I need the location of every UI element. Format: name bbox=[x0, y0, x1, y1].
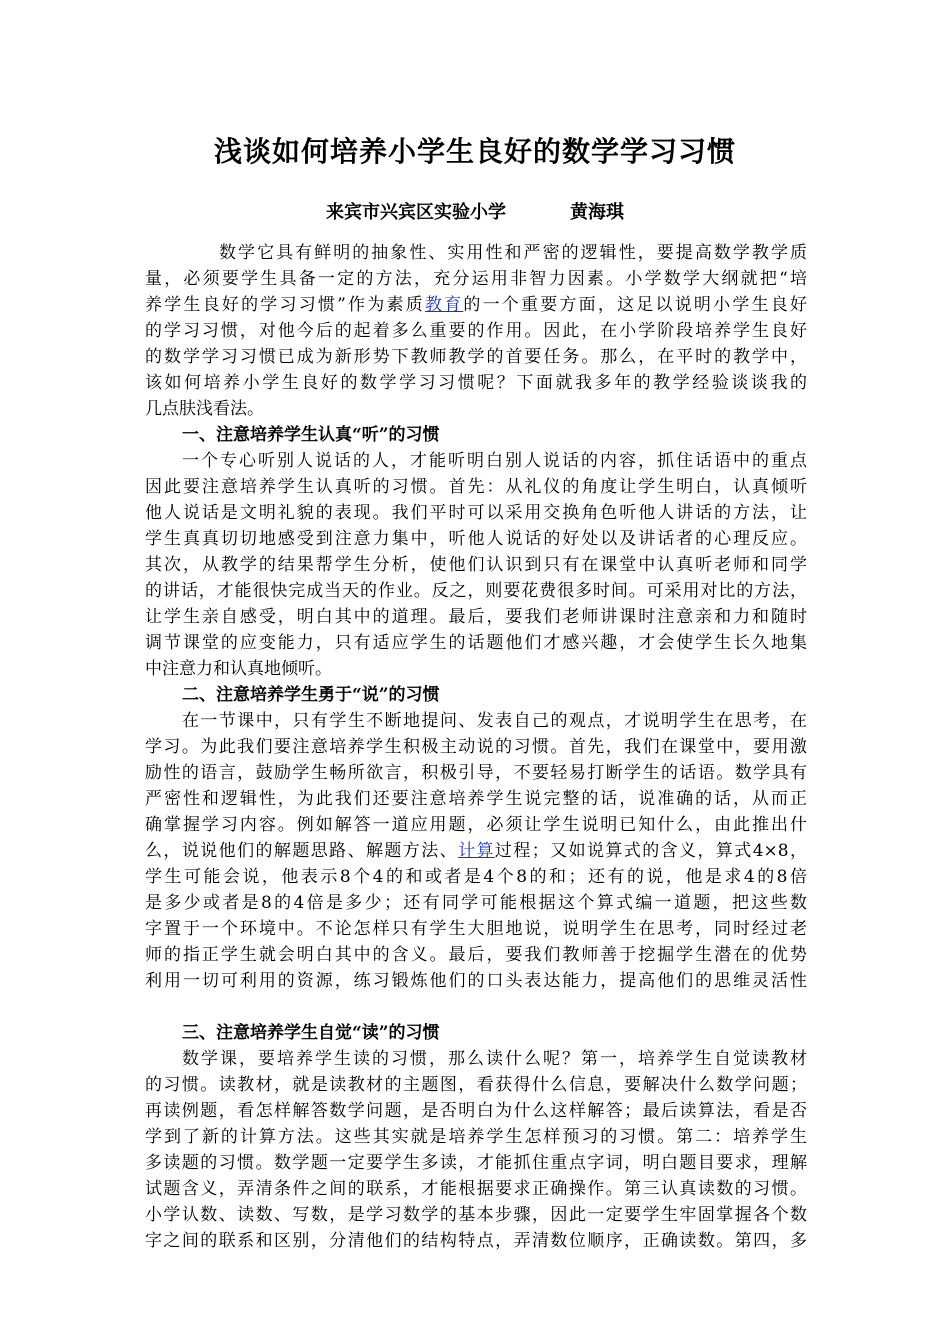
section-line: 让学生亲自感受，明白其中的道理。最后，要我们老师讲课时注意亲和力和随时 bbox=[145, 607, 807, 627]
section-line: 中注意力和认真地倾听。 bbox=[145, 659, 332, 679]
education-link[interactable]: 教育 bbox=[424, 295, 464, 315]
section-line: 师的指正学生就会明白其中的含义。最后，要我们教师善于挖掘学生潜在的优势 bbox=[145, 945, 807, 965]
section-line: 励性的语言，鼓励学生畅所欲言，积极引导，不要轻易打断学生的话语。数学具有 bbox=[145, 763, 807, 783]
section-heading: 二、注意培养学生勇于“说”的习惯 bbox=[182, 685, 440, 705]
section-line: 试题含义，弄清条件之间的联系，才能根据要求正确操作。第三认真读数的习惯。 bbox=[145, 1179, 807, 1199]
section-heading: 三、注意培养学生自觉“读”的习惯 bbox=[182, 1023, 440, 1043]
section-line: 学习。为此我们要注意培养学生积极主动说的习惯。首先，我们在课堂中，要用激 bbox=[145, 737, 807, 757]
section-line: 的讲话，才能很快完成当天的作业。反之，则要花费很多时间。可采用对比的方法， bbox=[145, 581, 807, 601]
section-heading: 一、注意培养学生认真“听”的习惯 bbox=[182, 425, 440, 445]
section-line: 严密性和逻辑性，为此我们还要注意培养学生说完整的话，说准确的话，从而正 bbox=[145, 789, 807, 809]
section-text: 么，说说他们的解题思路、解题方法、 bbox=[145, 841, 459, 861]
author-name: 黄海琪 bbox=[570, 202, 624, 223]
section-line: 数学课，要培养学生读的习惯，那么读什么呢？第一，培养学生自觉读教材 bbox=[182, 1049, 807, 1069]
calculation-link[interactable]: 计算 bbox=[458, 841, 495, 861]
intro-line: 该如何培养小学生良好的数学学习习惯呢？下面就我多年的教学经验谈谈我的 bbox=[145, 373, 807, 393]
section-line: 是多少或者是8的4倍是多少；还有同学可能根据这个算式编一道题，把这些数 bbox=[145, 893, 807, 913]
section-line: 学生可能会说，他表示8个4的和或者是4个8的和；还有的说，他是求4的8倍 bbox=[145, 867, 807, 887]
section-line: 多读题的习惯。数学题一定要学生多读，才能抓住重点字词，明白题目要求，理解 bbox=[145, 1153, 807, 1173]
section-line: 学生真真切切地感受到注意力集中，听他人说话的好处以及讲话者的心理反应。 bbox=[145, 529, 807, 549]
intro-line: 数学它具有鲜明的抽象性、实用性和严密的逻辑性，要提高数学教学质 bbox=[219, 243, 807, 263]
section-line: 再读例题，看怎样解答数学问题，是否明白为什么这样解答；最后读算法，看是否 bbox=[145, 1101, 807, 1121]
intro-line bbox=[145, 292, 807, 318]
section-line: 确掌握学习内容。例如解答一道应用题，必须让学生说明已知什么，由此推出什 bbox=[145, 815, 807, 835]
section-line: 字置于一个环境中。不论怎样只有学生大胆地说，说明学生在思考，同时经过老 bbox=[145, 919, 807, 939]
section-line: 因此要注意培养学生认真听的习惯。首先：从礼仪的角度让学生明白，认真倾听 bbox=[145, 477, 807, 497]
section-line: 的习惯。读教材，就是读教材的主题图，看获得什么信息，要解决什么数学问题； bbox=[145, 1075, 807, 1095]
intro-text: 养学生良好的学习习惯”作为素质 bbox=[145, 295, 425, 315]
document-title: 浅谈如何培养小学生良好的数学学习习惯 bbox=[213, 135, 736, 168]
intro-line: 的学习习惯，对他今后的起着多么重要的作用。因此，在小学阶段培养学生良好 bbox=[145, 321, 807, 341]
intro-line: 几点肤浅看法。 bbox=[145, 399, 264, 419]
section-line: 字之间的联系和区别，分清他们的结构特点，弄清数位顺序，正确读数。第四，多 bbox=[145, 1231, 807, 1251]
section-line: 小学认数、读数、写数，是学习数学的基本步骤，因此一定要学生牢固掌握各个数 bbox=[145, 1205, 807, 1225]
author-school: 来宾市兴宾区实验小学 bbox=[326, 202, 506, 223]
section-text: 过程；又如说算式的含义，算式4×8， bbox=[494, 841, 808, 861]
intro-line: 量，必须要学生具备一定的方法，充分运用非智力因素。小学数学大纲就把“培 bbox=[145, 269, 807, 289]
byline bbox=[0, 198, 950, 224]
section-line: 学到了新的计算方法。这些其实就是培养学生怎样预习的习惯。第二：培养学生 bbox=[145, 1127, 807, 1147]
section-line: 他人说话是文明礼貌的表现。我们平时可以采用交换角色听他人讲话的方法，让 bbox=[145, 503, 807, 523]
section-line bbox=[145, 838, 807, 864]
section-line: 利用一切可利用的资源，练习锻炼他们的口头表达能力，提高他们的思维灵活性 bbox=[145, 971, 807, 991]
section-line: 一个专心听别人说话的人，才能听明白别人说话的内容，抓住话语中的重点 bbox=[182, 451, 807, 471]
section-line: 其次，从教学的结果帮学生分析，使他们认识到只有在课堂中认真听老师和同学 bbox=[145, 555, 807, 575]
intro-line: 的数学学习习惯已成为新形势下教师教学的首要任务。那么，在平时的教学中， bbox=[145, 347, 807, 367]
intro-text: 的一个重要方面，这足以说明小学生良好 bbox=[463, 295, 808, 315]
section-line: 在一节课中，只有学生不断地提问、发表自己的观点，才说明学生在思考，在 bbox=[182, 711, 807, 731]
section-line: 调节课堂的应变能力，只有适应学生的话题他们才感兴趣，才会使学生长久地集 bbox=[145, 633, 807, 653]
